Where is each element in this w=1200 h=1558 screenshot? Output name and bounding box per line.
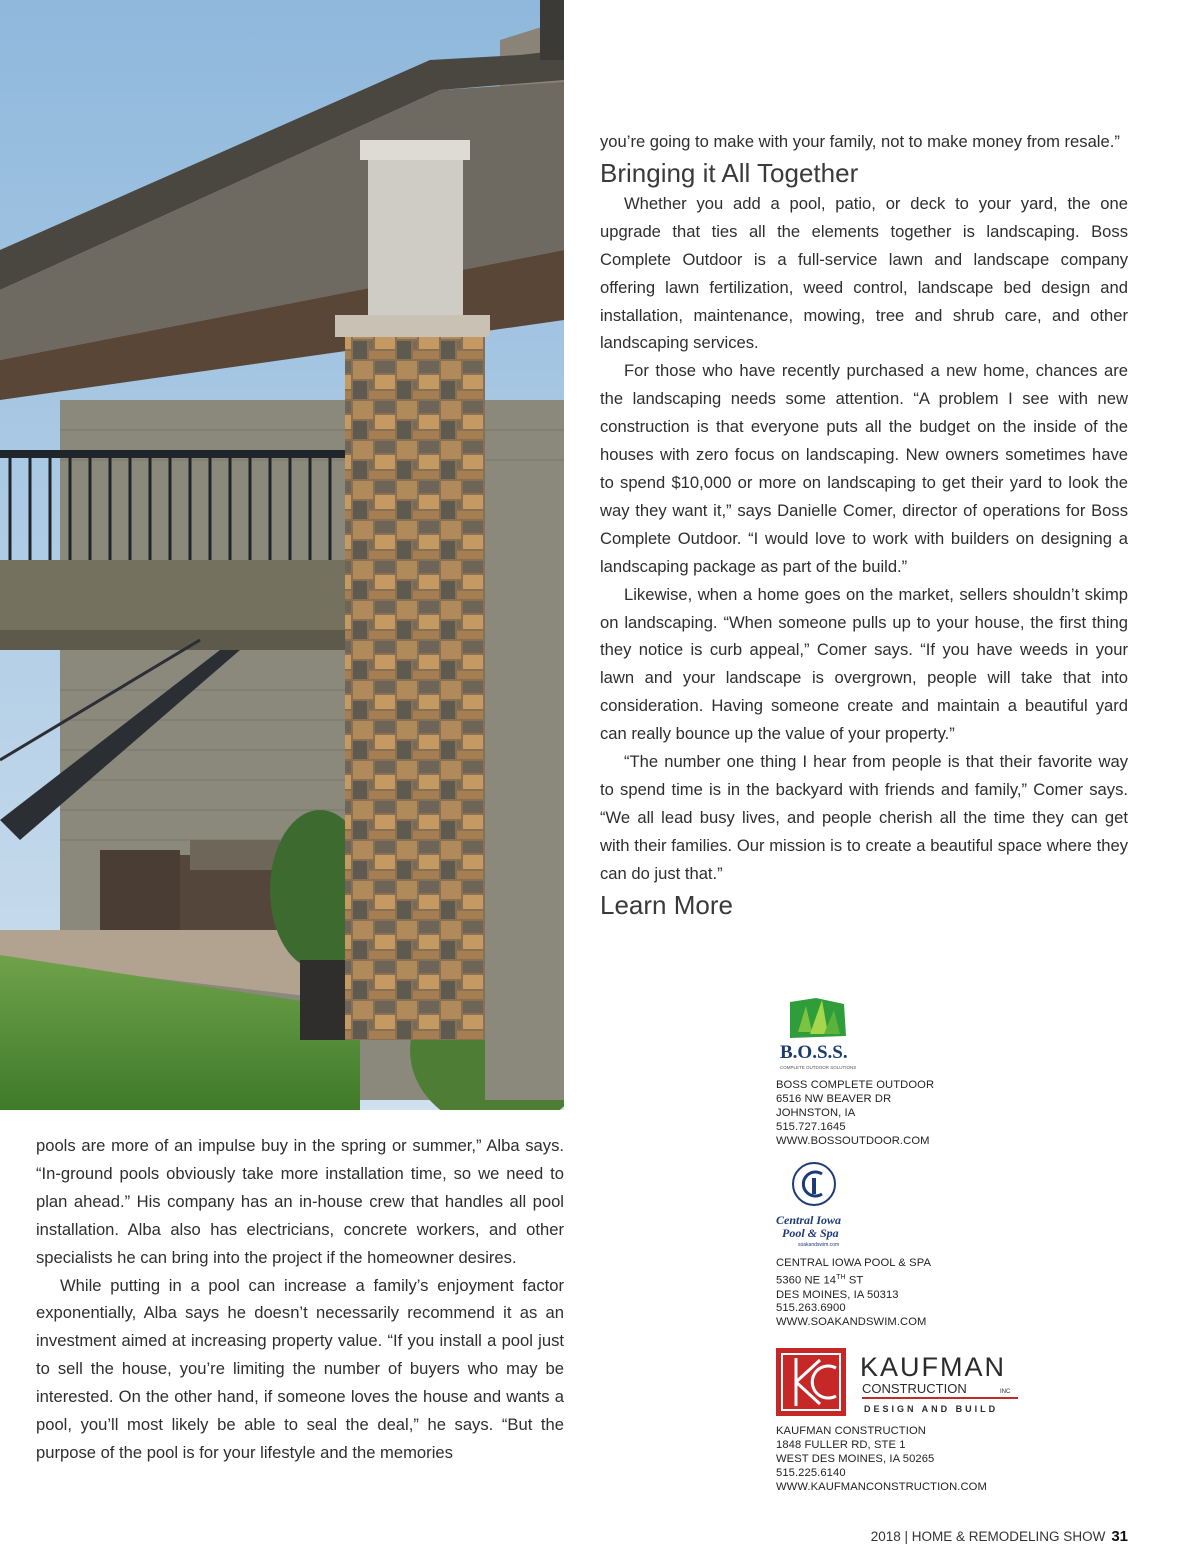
central-iowa-logo-url: soakandswim.com (798, 1242, 840, 1248)
house-photo-illustration (0, 0, 564, 1110)
left-column (36, 1132, 564, 1467)
central-iowa-city: DES MOINES, IA 50313 (776, 1288, 899, 1301)
section-heading-learn-more: Learn More (600, 889, 733, 920)
body-paragraph: For those who have recently purchased a new home, chances are the landscaping needs some attention. “A problem I see with new construction is that everyone puts all the budget on the inside of the houses with zero focus on landscaping. New owners sometimes have to spend $10,000 or more on landscaping to get their yard to look the way they want it,” says Danielle Comer, director of operations for Boss Complete Outdoor. “I would love to work with builders on designing a landscaping package as part of the build.” (600, 361, 1128, 576)
central-iowa-street (776, 1271, 1036, 1289)
body-paragraph: Whether you add a pool, patio, or deck to your yard, the one upgrade that ties all the elements together is landscaping. Boss Complete Outdoor is a full-service lawn and landscape company offering lawn fertilization, weed control, landscape bed design and installation, maintenance, mowing, tree and shrub care, and other landscaping services. (600, 193, 1128, 353)
kaufman-website-link[interactable]: WWW.KAUFMANCONSTRUCTION.COM (776, 1480, 987, 1493)
kaufman-name: KAUFMAN CONSTRUCTION (776, 1425, 926, 1437)
boss-street: 6516 NW BEAVER DR (776, 1092, 892, 1105)
boss-name: BOSS COMPLETE OUTDOOR (776, 1079, 935, 1091)
boss-city: JOHNSTON, IA (776, 1106, 856, 1119)
boss-logo-tagline: COMPLETE OUTDOOR SOLUTIONS (780, 1065, 857, 1070)
kaufman-address-block (776, 1425, 1036, 1495)
page-footer (871, 1528, 1128, 1545)
section-heading-bringing-together: Bringing it All Together (600, 157, 859, 188)
boss-phone: 515.727.1645 (776, 1120, 846, 1133)
kaufman-logo-inc: INC (1000, 1389, 1011, 1395)
listing-kaufman (776, 1346, 1036, 1495)
boss-website-link[interactable]: WWW.BOSSOUTDOOR.COM (776, 1134, 930, 1147)
central-iowa-logo (776, 1160, 876, 1250)
kaufman-logo (776, 1346, 1026, 1418)
listing-boss (776, 992, 1036, 1149)
kaufman-phone: 515.225.6140 (776, 1466, 846, 1479)
boss-address-block (776, 1079, 1036, 1149)
central-iowa-address-block (776, 1257, 1036, 1330)
kaufman-logo-word2: CONSTRUCTION (862, 1381, 967, 1396)
central-iowa-name: CENTRAL IOWA POOL & SPA (776, 1257, 932, 1269)
page-number: 31 (1111, 1528, 1128, 1545)
central-iowa-street-name: ST (845, 1274, 864, 1287)
body-paragraph: pools are more of an impulse buy in the spring or summer,” Alba says. “In-ground pools obviously take more installation time, so we need to plan ahead.” His company has an in-house crew that handles all pool installation. Alba also has electricians, concrete workers, and other specialists he can bring into the project if the homeowner desires. (36, 1136, 564, 1267)
boss-logo (776, 992, 886, 1072)
house-photo (0, 0, 564, 1110)
central-iowa-website-link[interactable]: WWW.SOAKANDSWIM.COM (776, 1316, 927, 1329)
central-iowa-street-number: 5360 NE 14 (776, 1274, 837, 1287)
listing-central-iowa (776, 1160, 1036, 1330)
kaufman-logo-tag: DESIGN AND BUILD (864, 1404, 999, 1414)
body-paragraph: While putting in a pool can increase a family’s enjoyment factor exponentially, Alba says he doesn’t necessarily recommend it as an investment aimed at increasing property value. “If you install a pool just to sell the house, you’re limiting the number of buyers who may be interested. On the other hand, if someone loves the house and wants a pool, you’ll most likely be able to seal the deal,” he says. “But the purpose of the pool is for your lifestyle and the memories (36, 1275, 564, 1462)
boss-logo-text: B.O.S.S. (780, 1042, 848, 1063)
body-paragraph: Likewise, when a home goes on the market, sellers shouldn’t skimp on landscaping. “When someone pulls up to your house, the first thing they notice is curb appeal,” Comer says. “If you have weeds in your lawn and your landscape is overgrown, people will take that into consideration. Having someone create and maintain a beautiful yard can really bounce up the value of your property.” (600, 584, 1128, 744)
right-column (600, 128, 1128, 922)
continuation-paragraph: you’re going to make with your family, not to make money from resale.” (600, 132, 1120, 151)
central-iowa-logo-line2: Pool & Spa (782, 1226, 839, 1240)
kaufman-city: WEST DES MOINES, IA 50265 (776, 1452, 935, 1465)
central-iowa-street-suffix: TH (836, 1273, 846, 1281)
kaufman-street: 1848 FULLER RD, STE 1 (776, 1438, 906, 1451)
central-iowa-logo-line1: Central Iowa (776, 1213, 842, 1227)
central-iowa-phone: 515.263.6900 (776, 1302, 846, 1315)
footer-publication: 2018 | HOME & REMODELING SHOW (870, 1529, 1106, 1544)
body-paragraph: “The number one thing I hear from people is that their favorite way to spend time is in the backyard with friends and family,” Comer says. “We all lead busy lives, and people cherish all the time they can get with their families. Our mission is to create a beautiful space where they can do just that.” (600, 752, 1128, 883)
kaufman-logo-word1: KAUFMAN (860, 1352, 1007, 1382)
